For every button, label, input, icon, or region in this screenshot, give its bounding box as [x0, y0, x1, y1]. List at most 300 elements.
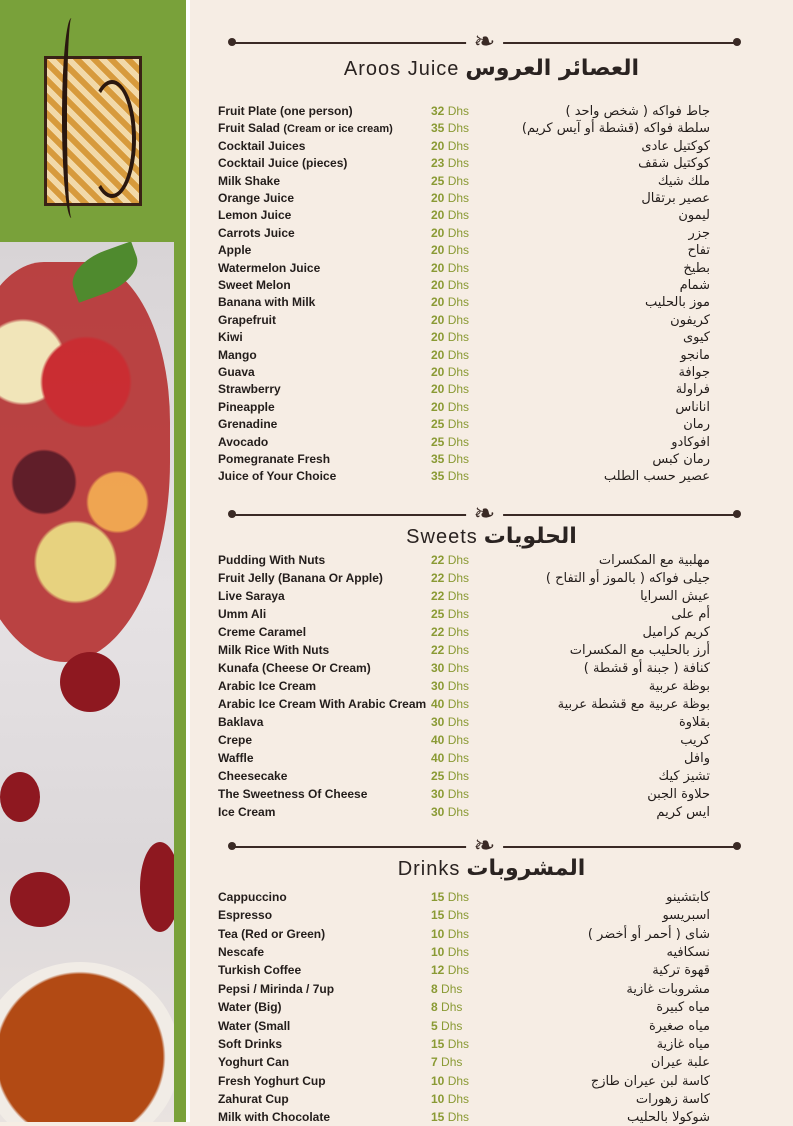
item-price-value: 22: [431, 643, 445, 657]
item-name: [218, 468, 336, 485]
item-price-currency: Dhs: [447, 243, 470, 258]
item-price-currency: Dhs: [447, 104, 470, 118]
item-price-currency: Dhs: [447, 121, 470, 136]
item-price-value: 10: [431, 1073, 445, 1088]
item-name-text: Pudding With Nuts: [218, 553, 326, 567]
item-price-currency: Dhs: [447, 365, 470, 379]
item-name: [218, 768, 287, 785]
item-price-currency: Dhs: [447, 156, 470, 171]
item-price-value: 22: [431, 625, 445, 639]
item-name-text: Milk Rice With Nuts: [218, 643, 330, 657]
item-price-value: 20: [431, 138, 445, 153]
item-price-value: 25: [431, 607, 445, 621]
item-name-arabic: عصير حسب الطلب: [603, 469, 710, 485]
item-name-arabic: أم على: [671, 607, 710, 622]
item-name: [218, 606, 266, 623]
item-price-currency: Dhs: [447, 1036, 470, 1051]
item-name-text: Strawberry: [218, 382, 281, 397]
item-price-currency: Dhs: [447, 1110, 470, 1125]
item-name-arabic: مشروبات غازية: [626, 981, 710, 997]
item-name-arabic: نسكافيه: [666, 945, 710, 960]
logo-calligraphy-stroke: [62, 18, 81, 218]
menu-item: [218, 552, 708, 569]
section-title: [190, 56, 793, 81]
menu-item: [218, 1036, 708, 1053]
item-price-currency: Dhs: [447, 225, 470, 240]
item-price-value: 20: [431, 347, 445, 362]
item-price-value: 30: [431, 787, 445, 801]
item-name-arabic: جوافة: [678, 365, 710, 380]
item-price-value: 20: [431, 312, 445, 327]
item-price-value: 20: [431, 278, 445, 292]
item-price-currency: Dhs: [447, 208, 470, 223]
ornament-icon: ❧: [466, 832, 504, 860]
item-name: [218, 155, 347, 172]
menu-item: [218, 962, 708, 979]
item-name-arabic: بطيخ: [683, 260, 710, 276]
item-name-arabic: مانجو: [680, 347, 710, 363]
item-price-value: 22: [431, 571, 445, 585]
item-price-value: 20: [431, 382, 445, 397]
item-name: [218, 260, 320, 277]
item-name-arabic: بوظة عربية: [648, 679, 710, 694]
item-name: [218, 678, 316, 695]
menu-item: [218, 329, 708, 346]
menu-item: [218, 434, 708, 451]
menu-item: [218, 889, 708, 906]
section-title: [190, 524, 793, 549]
item-name-arabic: كريفون: [670, 312, 710, 328]
divider-dot: [733, 510, 741, 518]
item-name-text: Milk Shake: [218, 173, 281, 188]
item-name-arabic: مياه غازية: [656, 1036, 710, 1052]
item-price-value: 25: [431, 173, 445, 188]
item-price-currency: Dhs: [447, 571, 470, 585]
item-name: [218, 1054, 289, 1071]
divider-dot: [228, 38, 236, 46]
item-name-text: Kiwi: [218, 330, 243, 345]
item-name-text: Baklava: [218, 715, 264, 729]
item-name-arabic: ليمون: [678, 208, 710, 224]
item-name-arabic: كاسة زهورات: [635, 1091, 710, 1107]
item-price-currency: Dhs: [447, 1073, 470, 1088]
menu-item: [218, 190, 708, 207]
item-price-currency: Dhs: [447, 661, 470, 675]
item-name: [218, 190, 294, 207]
menu-item: [218, 207, 708, 224]
item-name-text: Milk with Chocolate: [218, 1110, 331, 1125]
item-name-text: Mango: [218, 347, 257, 362]
section-divider: [232, 27, 737, 57]
item-name: [218, 1036, 282, 1053]
item-price-currency: Dhs: [447, 769, 470, 783]
menu-item: [218, 606, 708, 623]
item-price-value: 20: [431, 208, 445, 223]
item-name-text: Zahurat Cup: [218, 1091, 289, 1106]
item-name: [218, 1018, 290, 1035]
item-price-currency: Dhs: [447, 347, 470, 362]
item-name-text: Creme Caramel: [218, 625, 307, 639]
menu-item: [218, 804, 708, 821]
item-name-text: Fruit Plate (one person): [218, 104, 353, 118]
item-price-value: 20: [431, 191, 445, 205]
menu-item: [218, 1091, 708, 1108]
ornament-icon: ❧: [466, 28, 504, 56]
menu-item: [218, 399, 708, 416]
item-price-value: 35: [431, 121, 445, 136]
item-price-value: 15: [431, 908, 445, 923]
item-name-arabic: شاى ( أحمر أو أخضر ): [587, 926, 710, 942]
menu-item: [218, 1073, 708, 1090]
item-price-value: 15: [431, 1036, 445, 1051]
item-name: [218, 225, 295, 242]
ornament-icon: ❧: [466, 500, 504, 528]
item-price-value: 20: [431, 330, 445, 345]
item-price-currency: Dhs: [447, 260, 470, 275]
item-name-text: Ice Cream: [218, 805, 276, 819]
item-note: (Cream or ice cream): [283, 123, 393, 136]
item-name: [218, 962, 301, 979]
item-name-text: Crepe: [218, 733, 253, 747]
item-price-currency: Dhs: [441, 1055, 463, 1070]
section-title-en: Drinks: [397, 858, 461, 880]
section-title-ar: المشروبات: [466, 856, 586, 881]
item-name-text: Guava: [218, 365, 255, 379]
item-name-text: Pepsi / Mirinda / 7up: [218, 981, 335, 996]
item-price-currency: Dhs: [441, 981, 463, 996]
item-name-text: Carrots Juice: [218, 225, 295, 240]
tea-cup-image: [0, 962, 174, 1122]
item-name-text: Pineapple: [218, 399, 275, 414]
menu-item: [218, 570, 708, 587]
item-name-arabic: شوكولا بالحليب: [627, 1110, 710, 1126]
item-name-arabic: تشيز كيك: [658, 769, 710, 784]
menu-item: [218, 312, 708, 329]
item-name-text: Yoghurt Can: [218, 1055, 290, 1070]
menu-item: [218, 381, 708, 398]
section-divider: [232, 499, 737, 529]
menu-item: [218, 294, 708, 311]
item-name-text: Nescafe: [218, 945, 265, 959]
section-title-ar: العصائر العروس: [465, 56, 640, 81]
item-name: [218, 207, 291, 224]
item-name: [218, 907, 272, 924]
menu-item: [218, 451, 708, 468]
item-price-value: 20: [431, 260, 445, 275]
section-title-en: Sweets: [406, 526, 478, 548]
item-price-value: 10: [431, 1091, 445, 1106]
menu-item: [218, 138, 708, 155]
item-name-arabic: سلطة فواكه (قشطة أو آيس كريم): [521, 121, 710, 137]
item-name-arabic: قهوة تركية: [652, 963, 710, 979]
item-name: [218, 660, 371, 677]
item-price-currency: Dhs: [447, 434, 470, 449]
item-name-text: Water (Big): [218, 1000, 282, 1015]
menu-item: [218, 732, 708, 749]
item-price-currency: Dhs: [447, 607, 470, 621]
item-name: [218, 364, 255, 381]
item-name: [218, 732, 252, 749]
item-price-value: 15: [431, 890, 445, 904]
menu-item: [218, 588, 708, 605]
item-name: [218, 1109, 330, 1126]
item-name-arabic: مهلبية مع المكسرات: [598, 553, 710, 568]
item-price-currency: Dhs: [447, 733, 470, 747]
cherry-image: [0, 772, 40, 822]
item-name: [218, 173, 280, 190]
item-name: [218, 399, 275, 416]
item-name: [218, 329, 243, 346]
menu-item: [218, 1018, 708, 1035]
section-divider: [232, 831, 737, 861]
item-price-value: 8: [431, 1000, 438, 1015]
item-name: [218, 889, 287, 906]
item-price-currency: Dhs: [447, 963, 470, 978]
item-price-currency: Dhs: [447, 751, 470, 765]
section-title-en: Aroos Juice: [343, 58, 460, 80]
item-name: [218, 588, 285, 605]
item-price-currency: Dhs: [447, 945, 470, 959]
menu-item: [218, 242, 708, 259]
fruit-photo: [0, 242, 174, 1122]
item-name-text: Fruit Jelly (Banana Or Apple): [218, 571, 383, 585]
item-name-arabic: كريب: [680, 733, 710, 748]
menu-item: [218, 260, 708, 277]
item-name-arabic: حلاوة الجبن: [647, 787, 710, 802]
item-name-text: Umm Ali: [218, 607, 267, 621]
item-price-value: 32: [431, 104, 445, 118]
item-price-currency: Dhs: [447, 312, 470, 327]
item-price-value: 10: [431, 926, 445, 941]
item-name-text: Tea (Red or Green): [218, 926, 326, 941]
item-price-value: 20: [431, 243, 445, 258]
divider-dot: [733, 38, 741, 46]
item-name: [218, 416, 277, 433]
item-name: [218, 750, 254, 767]
item-price-value: 30: [431, 661, 445, 675]
item-name-arabic: رمان كبس: [652, 452, 710, 467]
menu-item: [218, 120, 708, 137]
item-price-value: 40: [431, 697, 445, 711]
item-name-arabic: بقلاوة: [678, 715, 710, 730]
item-name: [218, 434, 268, 451]
menu-item: [218, 678, 708, 695]
menu-item: [218, 173, 708, 190]
menu-item: [218, 468, 708, 485]
item-name: [218, 981, 334, 998]
menu-item: [218, 364, 708, 381]
item-price-currency: Dhs: [447, 697, 470, 711]
item-name-arabic: كريم كراميل: [642, 625, 710, 640]
menu-item: [218, 642, 708, 659]
item-price-value: 40: [431, 751, 445, 765]
item-name: [218, 120, 393, 138]
item-price-currency: Dhs: [447, 805, 470, 819]
item-name: [218, 552, 325, 569]
item-price-value: 35: [431, 469, 445, 484]
item-name-arabic: عصير برتقال: [641, 191, 710, 206]
item-price-currency: Dhs: [447, 589, 470, 603]
item-name-text: Fruit Salad: [218, 121, 281, 136]
item-name-arabic: جاط فواكه ( شخص واحد ): [565, 104, 710, 119]
item-name: [218, 347, 257, 364]
item-price-currency: Dhs: [447, 173, 470, 188]
item-name-arabic: علبة عيران: [650, 1055, 710, 1071]
menu-item: [218, 277, 708, 294]
item-price-currency: Dhs: [447, 469, 470, 484]
item-name-text: Orange Juice: [218, 191, 295, 205]
menu-item: [218, 155, 708, 172]
item-name-arabic: وافل: [684, 751, 710, 766]
item-price-value: 30: [431, 679, 445, 693]
item-price-value: 5: [431, 1018, 438, 1033]
item-name-text: Watermelon Juice: [218, 260, 321, 275]
menu-item: [218, 714, 708, 731]
item-name-text: Cheesecake: [218, 769, 288, 783]
item-name-text: Grapefruit: [218, 312, 277, 327]
item-name: [218, 381, 281, 398]
item-name-arabic: أرز بالحليب مع المكسرات: [569, 643, 710, 658]
item-name-arabic: افوكادو: [671, 434, 710, 450]
item-price-currency: Dhs: [447, 138, 470, 153]
item-name: [218, 451, 330, 468]
item-name-text: Water (Small: [218, 1018, 291, 1033]
section-title: [190, 856, 793, 881]
section-title-ar: الحلويات: [483, 524, 577, 549]
item-price-value: 22: [431, 589, 445, 603]
item-name-arabic: شمام: [679, 278, 710, 293]
menu-item: [218, 660, 708, 677]
item-price-value: 7: [431, 1055, 438, 1070]
item-price-currency: Dhs: [447, 278, 470, 292]
item-name: [218, 696, 426, 713]
item-price-value: 20: [431, 365, 445, 379]
menu-item: [218, 981, 708, 998]
item-price-value: 15: [431, 1110, 445, 1125]
item-price-value: 20: [431, 225, 445, 240]
item-price-value: 20: [431, 295, 445, 310]
item-price-value: 23: [431, 156, 445, 171]
item-name: [218, 624, 306, 641]
item-name: [218, 786, 367, 803]
cherry-image: [140, 842, 174, 932]
item-name-text: Cocktail Juices: [218, 138, 306, 153]
item-name: [218, 242, 251, 259]
menu-item: [218, 944, 708, 961]
item-price-currency: Dhs: [447, 330, 470, 345]
item-price-value: 25: [431, 769, 445, 783]
item-price-currency: Dhs: [447, 715, 470, 729]
item-name-text: Cappuccino: [218, 890, 287, 904]
item-price-value: 8: [431, 981, 438, 996]
item-name-text: The Sweetness Of Cheese: [218, 787, 368, 801]
sidebar-panel: [0, 0, 186, 1122]
item-name: [218, 944, 264, 961]
menu-content: [190, 0, 793, 1126]
item-name: [218, 312, 276, 329]
item-price-currency: Dhs: [447, 908, 470, 923]
item-name-arabic: كاسة لبن عيران طازج: [590, 1073, 710, 1089]
item-price-currency: Dhs: [441, 1000, 463, 1015]
item-price-currency: Dhs: [447, 553, 470, 567]
menu-item: [218, 1054, 708, 1071]
menu-item: [218, 768, 708, 785]
menu-item: [218, 907, 708, 924]
item-price-currency: Dhs: [447, 399, 470, 414]
menu-item: [218, 786, 708, 803]
item-name: [218, 714, 263, 731]
logo-calligraphy-curve: [88, 80, 136, 198]
item-name-arabic: رمان: [683, 417, 710, 433]
item-name-text: Fresh Yoghurt Cup: [218, 1073, 326, 1088]
item-name: [218, 103, 353, 120]
menu-item: [218, 225, 708, 242]
item-price-currency: Dhs: [447, 926, 470, 941]
item-name: [218, 277, 291, 294]
item-name-arabic: اناناس: [675, 399, 710, 415]
item-price-value: 12: [431, 963, 445, 978]
item-name-text: Avocado: [218, 434, 269, 449]
item-price-currency: Dhs: [447, 295, 470, 310]
item-name-text: Kunafa (Cheese Or Cream): [218, 661, 371, 675]
item-price-currency: Dhs: [447, 787, 470, 801]
item-name-text: Arabic Ice Cream: [218, 679, 317, 693]
item-name-text: Waffle: [218, 751, 254, 765]
item-price-value: 30: [431, 715, 445, 729]
item-name: [218, 642, 329, 659]
item-name-arabic: عيش السرايا: [640, 589, 710, 604]
item-name-text: Pomegranate Fresh: [218, 452, 331, 466]
item-price-currency: Dhs: [447, 643, 470, 657]
item-name-arabic: تفاح: [687, 243, 710, 259]
item-name-arabic: اسبريسو: [662, 908, 710, 924]
item-price-value: 22: [431, 553, 445, 567]
item-name-text: Live Saraya: [218, 589, 285, 603]
item-name-arabic: جيلى فواكه ( بالموز أو التفاح ): [545, 571, 710, 586]
item-name-arabic: مياه صغيرة: [648, 1018, 710, 1034]
item-price-currency: Dhs: [447, 1091, 470, 1106]
item-price-currency: Dhs: [447, 417, 470, 432]
item-price-value: 20: [431, 399, 445, 414]
item-name-arabic: ملك شيك: [657, 173, 710, 189]
divider-dot: [228, 842, 236, 850]
item-price-value: 30: [431, 805, 445, 819]
item-price-value: 35: [431, 452, 445, 466]
item-name-text: Apple: [218, 243, 252, 258]
item-name-arabic: كابتشينو: [666, 890, 710, 905]
item-name-arabic: موز بالحليب: [644, 295, 710, 311]
item-name-text: Banana with Milk: [218, 295, 316, 310]
item-name-arabic: جزر: [688, 225, 710, 241]
cherry-image: [10, 872, 70, 927]
item-price-currency: Dhs: [447, 452, 470, 466]
item-name-text: Soft Drinks: [218, 1036, 283, 1051]
item-price-value: 25: [431, 434, 445, 449]
cherry-image: [60, 652, 120, 712]
item-name-text: Sweet Melon: [218, 278, 291, 292]
item-name-arabic: مياه كبيرة: [656, 1000, 710, 1016]
item-name: [218, 999, 282, 1016]
item-price-currency: Dhs: [447, 890, 470, 904]
item-price-value: 40: [431, 733, 445, 747]
item-name-arabic: كنافة ( جبنة أو قشطة ): [583, 661, 710, 676]
item-name-arabic: كيوى: [682, 330, 710, 346]
menu-item: [218, 416, 708, 433]
menu-item: [218, 347, 708, 364]
item-name: [218, 570, 383, 587]
item-name-arabic: فراولة: [675, 382, 710, 398]
item-name-arabic: ايس كريم: [656, 805, 710, 820]
